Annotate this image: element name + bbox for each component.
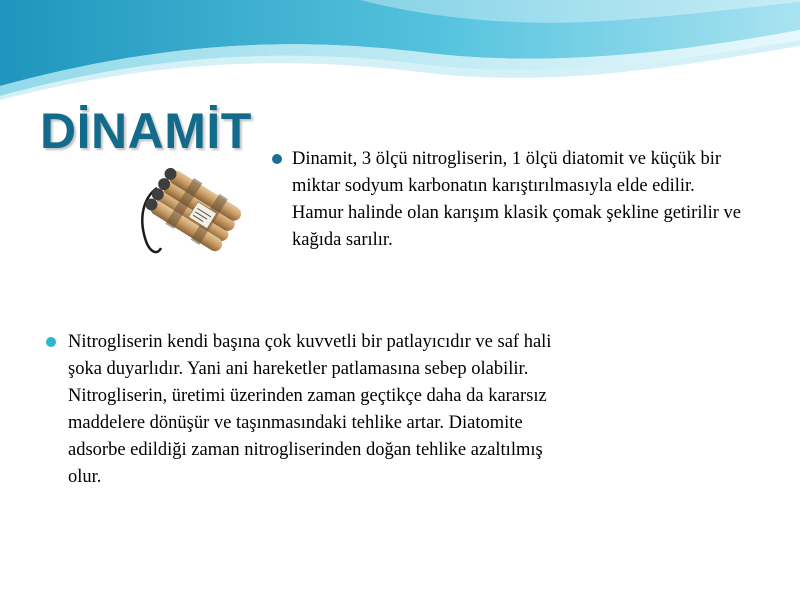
bullet-dot-icon: [46, 337, 56, 347]
decorative-wave-header: [0, 0, 800, 100]
bullet-text-2: Nitrogliserin kendi başına çok kuvvetli bir patlayıcıdır ve saf hali şoka duyarlıdır. Yani ani hareketler patlamasına sebep olabilir. Nitrogliserin, üretimi üzerinden zaman geçtikçe daha da kararsız maddelere dönüşür ve taşınmasındaki tehlike artar. Diatomite adsorbe edildiği zaman nitrogliserinden doğan tehlike azaltılmış olur.: [68, 332, 552, 487]
bullet-text-1: Dinamit, 3 ölçü nitrogliserin, 1 ölçü diatomit ve küçük bir miktar sodyum karbonatın karıştırılmasıyla elde edilir. Hamur halinde olan karışım klasik çomak şekline getirilir ve kağıda sarılır.: [292, 149, 742, 250]
bullet-dot-icon: [272, 154, 282, 164]
dynamite-sticks-image: [135, 158, 255, 270]
slide-title: DİNAMİT: [40, 103, 252, 159]
